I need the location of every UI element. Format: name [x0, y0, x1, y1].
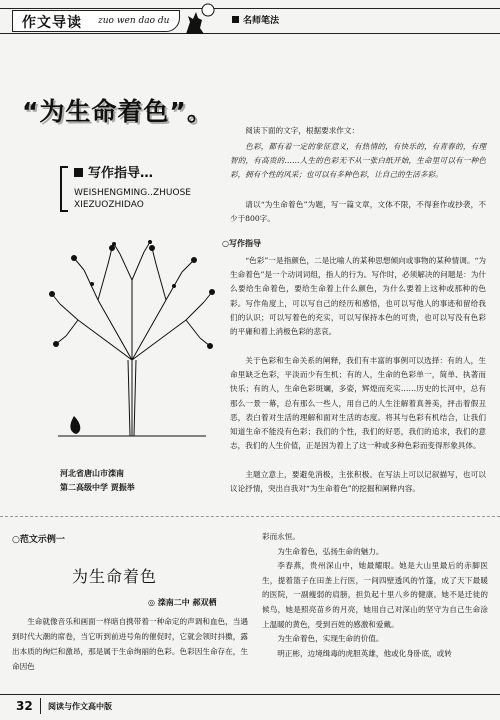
headline: “为生命着色”。 [22, 97, 213, 126]
example-paragraph: 李春燕，贵州深山中，她最耀眼。她是大山里最后的赤脚医生，提着篮子在田垄上行医，一间四壁透风的竹篷，成了天下最暖的医院，一副瘦弱的肩膀，担负起十里八乡的健康。她不是迁徙的候鸟，她是照亮苗乡的月亮，她用自己对深山的坚守为自己生命涂上温暖的黄色，受到百姓的感激和爱戴。 [262, 561, 488, 629]
example-heading: ○范文示例一 [12, 535, 65, 545]
column-title: 作文导读 [22, 15, 82, 31]
prompt-task: 请以“为生命着色”为题，写一篇文章，文体不限，不得套作或抄袭，不少于800字。 [230, 200, 486, 224]
page-header [0, 0, 500, 40]
guide-bracket [60, 166, 68, 212]
prompt-quote: 色彩，都有着一定的象征意义，有热情的，有快乐的，有青春的，有理智的，有高贵的……人生的色彩无不从一张白纸开始，生命里可以有一种色彩，拥有个性的风采；也可以有多种色彩，让自己的生活多彩。 [230, 142, 486, 180]
prompt-intro: 阅读下面的文字，根据要求作文： [245, 126, 360, 135]
howling-wolf-icon [180, 2, 220, 36]
page-number: 32 [16, 699, 33, 713]
example-title: 为生命着色 [72, 567, 158, 586]
writing-guide-heading: ○写作指导 [222, 239, 261, 248]
guide-bullet [74, 168, 83, 177]
column-pinyin: zuo wen dao du [98, 16, 170, 26]
guide-paragraph-3: 主题立意上，要避免消极，主张积极。在写法上可以记叙描写，也可以议论抒情，突出自我对“为生命着色”的挖掘和阐释内容。 [230, 470, 486, 494]
guide-pinyin-line2: XIEZUOZHIDAO [74, 200, 144, 210]
guide-paragraph-2: 关于色彩和生命关系的阐释，我们有丰富的事例可以选择：有的人，生命里缺乏色彩，平淡而少有生机；有的人，生命的色彩单一，简单、执著而快乐；有的人，生命色彩斑斓，多姿，辉煌而充实……历史的长河中，总有那么一景一幕，总有那么一些人，用自己的人生注解着真善美，抨击着假丑恶，表白着对生活的理解和面对生活的态度。将其与色彩有机结合，让我们知道生命不能没有色彩；我们的个性，我们的好恶，我们的追求，我们的意志，我们的人生价值，正是因为着上了这一种或多种色彩而变得形象具体。 [230, 356, 486, 451]
footer-separator [40, 698, 41, 714]
writing-guide-box [60, 160, 210, 220]
footer-rule [0, 694, 500, 695]
example-author: ◎ 滦南二中 郝双栖 [148, 597, 217, 607]
credit-author: 第二高级中学 贾振举 [60, 482, 135, 492]
example-paragraph: 为生命着色，弘扬生命的魅力。 [277, 546, 384, 556]
example-left-text: 生命就像音乐和画面一样暗自携带着一种命定的声调和血色，当遇到时代大潮的席卷，当它听到前进号角的催促时，它就会领时抖擞，露出本质的绚烂和激昂，那是属于生命绚丽的色彩。色彩因生命存在，生命因色 [12, 617, 248, 671]
example-right-text [262, 530, 488, 661]
guide-title: 写作指导… [88, 166, 154, 181]
credit-location: 河北省唐山市滦南 [60, 468, 124, 478]
guide-pinyin-line1: WEISHENGMING..ZHUOSE [74, 188, 191, 198]
publication-name: 阅读与作文高中版 [48, 702, 112, 711]
section-label: 名师笔法 [243, 16, 280, 26]
example-paragraph: 彩而永恒。 [262, 532, 300, 541]
section-bullet [232, 16, 239, 23]
section-divider [0, 516, 500, 517]
tree-illustration [48, 240, 216, 440]
guide-paragraph-1: “色彩”一是指颜色，二是比喻人的某种思想倾向或事物的某种情调。“为生命着色”是一个动词词组，指人的行为。写作时，必须解决的问题是：为什么要给生命着色，要给生命着上什么颜色，为什么要着上这种或那种的色彩。写作角度上，可以写自己的经历和感悟，也可以写他人的事迹和留给我们的认识；可以写着色的充实，可以写保持本色的可贵，也可以写没有色彩的平庸和着上消极色彩的悲哀。 [230, 256, 486, 337]
page-footer [0, 690, 500, 720]
example-paragraph: 为生命着色，实现生命的价值。 [277, 634, 384, 644]
example-paragraph: 明正彬，边境缉毒的虎胆英雄，他或化身卧底，或转 [277, 648, 452, 658]
